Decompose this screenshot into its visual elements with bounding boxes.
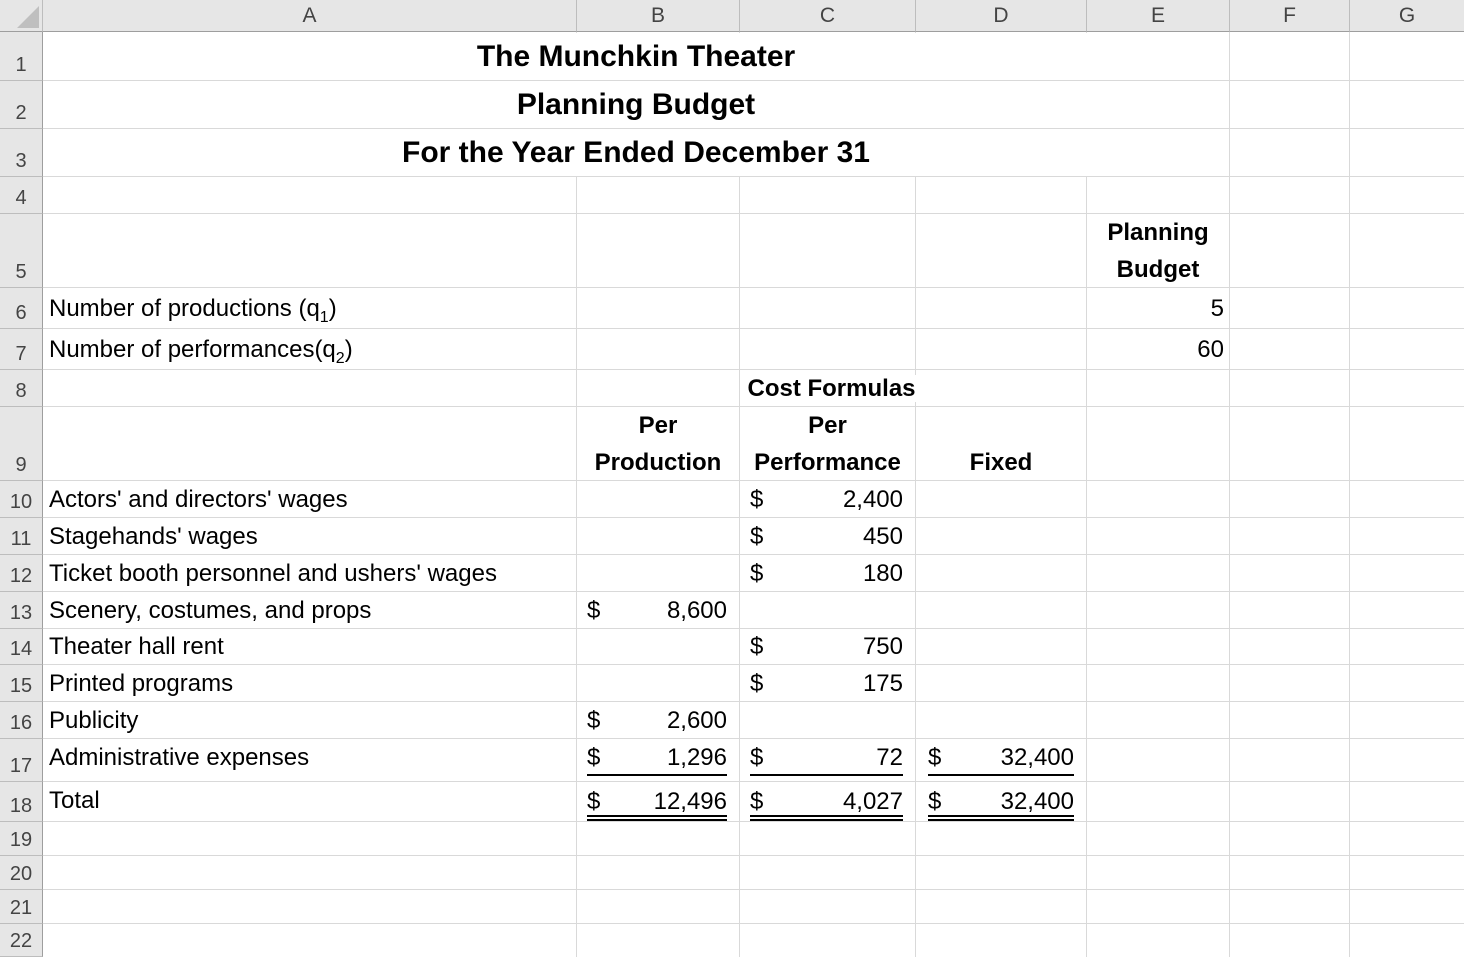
gridline bbox=[43, 406, 1464, 407]
total-per-production[interactable]: 12,496 bbox=[653, 788, 727, 815]
row-header-13[interactable]: 13 bbox=[0, 592, 43, 629]
per-performance-value[interactable]: 175 bbox=[862, 670, 903, 697]
gridline bbox=[43, 176, 1464, 177]
total-fixed[interactable]: 32,400 bbox=[1000, 788, 1074, 815]
column-header-c[interactable]: C bbox=[740, 0, 916, 32]
activity-productions-value[interactable]: 5 bbox=[1210, 295, 1224, 322]
fixed-header: Fixed bbox=[969, 449, 1033, 476]
gridline bbox=[43, 821, 1464, 822]
per-production-header-line1: Per bbox=[638, 412, 678, 439]
per-performance-value[interactable]: 750 bbox=[862, 633, 903, 660]
item-label[interactable]: Ticket booth personnel and ushers' wages bbox=[49, 560, 497, 587]
column-header-f[interactable]: F bbox=[1230, 0, 1350, 32]
currency-symbol: $ bbox=[750, 560, 764, 587]
row-header-7[interactable]: 7 bbox=[0, 329, 43, 370]
row-header-19[interactable]: 19 bbox=[0, 822, 43, 856]
gridline bbox=[43, 664, 1464, 665]
per-performance-header-line2: Performance bbox=[754, 449, 901, 476]
row-header-18[interactable]: 18 bbox=[0, 782, 43, 822]
gridline bbox=[43, 781, 1464, 782]
fixed-value[interactable]: 32,400 bbox=[1000, 744, 1074, 771]
per-production-value[interactable]: 1,296 bbox=[666, 744, 727, 771]
per-performance-value[interactable]: 180 bbox=[862, 560, 903, 587]
row-header-5[interactable]: 5 bbox=[0, 214, 43, 288]
item-label[interactable]: Scenery, costumes, and props bbox=[49, 597, 372, 624]
activity-productions-label[interactable]: Number of productions $(q_1)$ bbox=[49, 295, 337, 326]
gridline bbox=[1349, 32, 1350, 957]
row-header-1[interactable]: 1 bbox=[0, 32, 43, 81]
gridline bbox=[43, 855, 1464, 856]
gridline bbox=[43, 369, 1464, 370]
gridline bbox=[43, 701, 1464, 702]
column-header-b[interactable]: B bbox=[577, 0, 740, 32]
single-underline bbox=[928, 774, 1074, 776]
total-label[interactable]: Total bbox=[49, 787, 100, 814]
gridline bbox=[43, 628, 1464, 629]
currency-symbol: $ bbox=[750, 788, 764, 815]
column-header-a[interactable]: A bbox=[43, 0, 577, 32]
title-cell[interactable] bbox=[43, 33, 1229, 80]
column-header-d[interactable]: D bbox=[916, 0, 1087, 32]
item-label[interactable]: Theater hall rent bbox=[49, 633, 224, 660]
per-performance-header-line1: Per bbox=[808, 412, 847, 439]
title-period: For the Year Ended December 31 bbox=[402, 136, 870, 169]
row-header-17[interactable]: 17 bbox=[0, 739, 43, 782]
row-header-16[interactable]: 16 bbox=[0, 702, 43, 739]
gridline bbox=[43, 328, 1464, 329]
gridline bbox=[1229, 32, 1230, 957]
per-production-value[interactable]: 8,600 bbox=[666, 597, 727, 624]
activity-performances-value[interactable]: 60 bbox=[1197, 336, 1224, 363]
currency-symbol: $ bbox=[750, 744, 764, 771]
row-header-2[interactable]: 2 bbox=[0, 81, 43, 129]
title-report: Planning Budget bbox=[516, 88, 756, 121]
currency-symbol: $ bbox=[587, 788, 601, 815]
row-header-10[interactable]: 10 bbox=[0, 481, 43, 518]
item-label[interactable]: Administrative expenses bbox=[49, 744, 310, 771]
per-production-header-line2: Production bbox=[594, 449, 722, 476]
item-label[interactable]: Stagehands' wages bbox=[49, 523, 258, 550]
double-underline bbox=[750, 815, 903, 821]
single-underline bbox=[750, 774, 903, 776]
planning-header-line2: Budget bbox=[1116, 256, 1200, 283]
row-header-20[interactable]: 20 bbox=[0, 856, 43, 890]
item-label[interactable]: Publicity bbox=[49, 707, 139, 734]
single-underline bbox=[587, 774, 727, 776]
double-underline bbox=[928, 815, 1074, 821]
per-performance-value[interactable]: 2,400 bbox=[842, 486, 903, 513]
currency-symbol: $ bbox=[750, 670, 764, 697]
gridline bbox=[43, 480, 1464, 481]
per-performance-value[interactable]: 450 bbox=[862, 523, 903, 550]
currency-symbol: $ bbox=[928, 744, 942, 771]
currency-symbol: $ bbox=[587, 744, 601, 771]
row-header-11[interactable]: 11 bbox=[0, 518, 43, 555]
currency-symbol: $ bbox=[587, 707, 601, 734]
gridline bbox=[43, 738, 1464, 739]
gridline bbox=[43, 517, 1464, 518]
row-header-4[interactable]: 4 bbox=[0, 177, 43, 214]
row-header-14[interactable]: 14 bbox=[0, 629, 43, 665]
currency-symbol: $ bbox=[587, 597, 601, 624]
gridline bbox=[43, 213, 1464, 214]
row-header-3[interactable]: 3 bbox=[0, 129, 43, 177]
planning-header-line1: Planning bbox=[1107, 219, 1209, 246]
row-header-12[interactable]: 12 bbox=[0, 555, 43, 592]
row-header-15[interactable]: 15 bbox=[0, 665, 43, 702]
column-header-g[interactable]: G bbox=[1350, 0, 1464, 32]
row-header-21[interactable]: 21 bbox=[0, 890, 43, 924]
item-label[interactable]: Actors' and directors' wages bbox=[49, 486, 348, 513]
gridline bbox=[43, 554, 1464, 555]
double-underline bbox=[587, 815, 727, 821]
row-header-9[interactable]: 9 bbox=[0, 407, 43, 481]
row-header-22[interactable]: 22 bbox=[0, 924, 43, 957]
gridline bbox=[43, 287, 1464, 288]
item-label[interactable]: Printed programs bbox=[49, 670, 234, 697]
currency-symbol: $ bbox=[750, 633, 764, 660]
cost-formulas-header[interactable]: Cost Formulas bbox=[577, 375, 1086, 403]
select-all-corner[interactable] bbox=[0, 0, 43, 32]
total-per-performance[interactable]: 4,027 bbox=[842, 788, 903, 815]
per-performance-value[interactable]: 72 bbox=[876, 744, 903, 771]
column-header-e[interactable]: E bbox=[1087, 0, 1230, 32]
currency-symbol: $ bbox=[928, 788, 942, 815]
activity-performances-label[interactable]: Number of $performances(q_2)$ bbox=[49, 336, 353, 367]
row-header-8[interactable]: 8 bbox=[0, 370, 43, 407]
title-company: The Munchkin Theater bbox=[476, 40, 796, 73]
gridline bbox=[43, 591, 1464, 592]
per-production-value[interactable]: 2,600 bbox=[666, 707, 727, 734]
gridline bbox=[43, 889, 1464, 890]
currency-symbol: $ bbox=[750, 486, 764, 513]
currency-symbol: $ bbox=[750, 523, 764, 550]
row-header-6[interactable]: 6 bbox=[0, 288, 43, 329]
gridline bbox=[43, 923, 1464, 924]
title-cell[interactable] bbox=[43, 81, 1229, 128]
title-cell[interactable] bbox=[43, 129, 1229, 176]
